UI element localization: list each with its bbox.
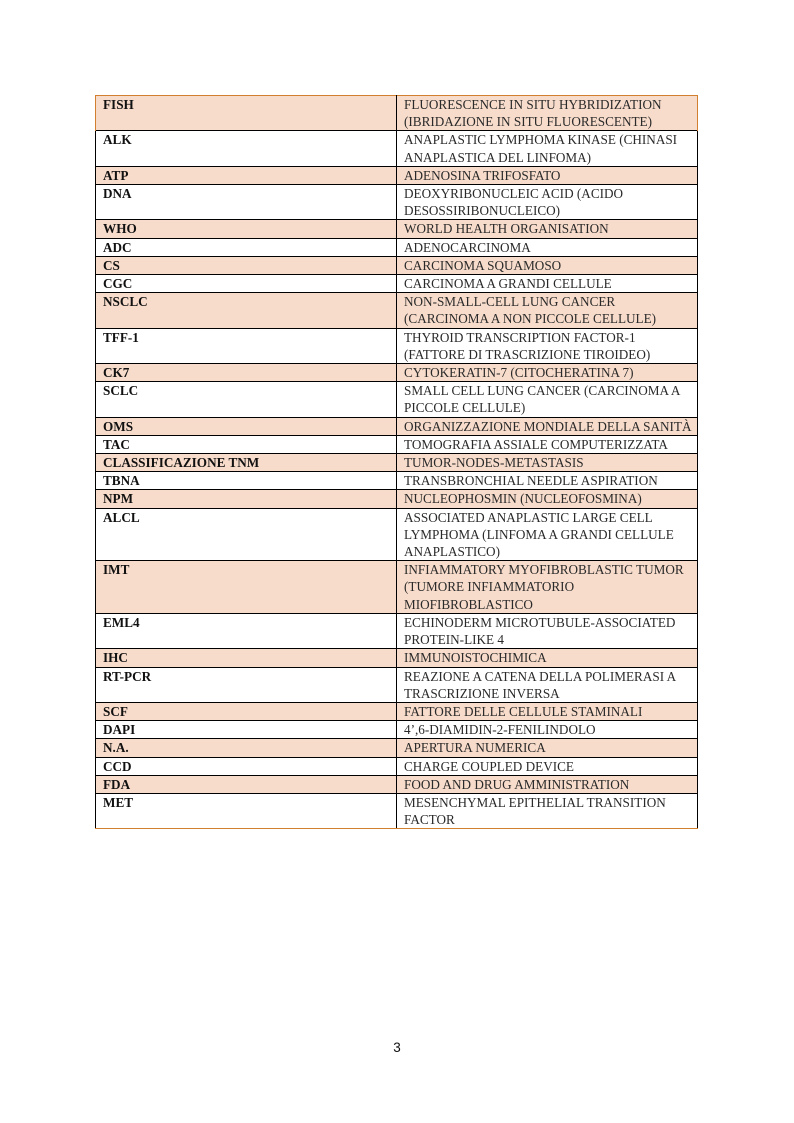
table-row xyxy=(96,417,698,435)
definition-cell: CARCINOMA SQUAMOSO xyxy=(397,256,698,274)
abbreviation-cell: ATP xyxy=(96,166,397,184)
abbreviation-cell: TBNA xyxy=(96,472,397,490)
abbreviation-cell: EML4 xyxy=(96,613,397,648)
table-row xyxy=(96,649,698,667)
abbreviation-cell: N.A. xyxy=(96,739,397,757)
definition-cell: NUCLEOPHOSMIN (NUCLEOFOSMINA) xyxy=(397,490,698,508)
abbreviation-cell: IHC xyxy=(96,649,397,667)
definition-cell: ADENOSINA TRIFOSFATO xyxy=(397,166,698,184)
abbreviation-cell: TFF-1 xyxy=(96,328,397,363)
abbreviation-cell: WHO xyxy=(96,220,397,238)
abbreviation-cell: CK7 xyxy=(96,364,397,382)
table-row xyxy=(96,702,698,720)
definition-cell: CARCINOMA A GRANDI CELLULE xyxy=(397,275,698,293)
definition-cell: MESENCHYMAL EPITHELIAL TRANSITION FACTOR xyxy=(397,793,698,828)
table-row xyxy=(96,328,698,363)
abbreviation-cell: MET xyxy=(96,793,397,828)
table-row xyxy=(96,739,698,757)
abbreviation-cell: IMT xyxy=(96,561,397,614)
definition-cell: SMALL CELL LUNG CANCER (CARCINOMA A PICCOLE CELLULE) xyxy=(397,382,698,417)
definition-cell: IMMUNOISTOCHIMICA xyxy=(397,649,698,667)
abbreviation-cell: DNA xyxy=(96,185,397,220)
definition-cell: NON-SMALL-CELL LUNG CANCER (CARCINOMA A NON PICCOLE CELLULE) xyxy=(397,293,698,328)
definition-cell: CYTOKERATIN-7 (CITOCHERATINA 7) xyxy=(397,364,698,382)
page-number: 3 xyxy=(393,1040,401,1055)
abbreviation-cell: CLASSIFICAZIONE TNM xyxy=(96,454,397,472)
abbreviations-table xyxy=(95,95,698,829)
abbreviation-cell: CGC xyxy=(96,275,397,293)
abbreviation-cell: FDA xyxy=(96,775,397,793)
definition-cell: CHARGE COUPLED DEVICE xyxy=(397,757,698,775)
table-row xyxy=(96,757,698,775)
table-row xyxy=(96,220,698,238)
table-row xyxy=(96,613,698,648)
definition-cell: ECHINODERM MICROTUBULE-ASSOCIATED PROTEIN-LIKE 4 xyxy=(397,613,698,648)
definition-cell: FLUORESCENCE IN SITU HYBRIDIZATION (IBRIDAZIONE IN SITU FLUORESCENTE) xyxy=(397,96,698,131)
table-row xyxy=(96,508,698,561)
table-row xyxy=(96,561,698,614)
definition-cell: DEOXYRIBONUCLEIC ACID (ACIDO DESOSSIRIBONUCLEICO) xyxy=(397,185,698,220)
definition-cell: 4’,6-DIAMIDIN-2-FENILINDOLO xyxy=(397,721,698,739)
table-row xyxy=(96,185,698,220)
table-row xyxy=(96,364,698,382)
abbreviation-cell: OMS xyxy=(96,417,397,435)
abbreviation-cell: FISH xyxy=(96,96,397,131)
abbreviations-table-body xyxy=(96,96,698,829)
definition-cell: APERTURA NUMERICA xyxy=(397,739,698,757)
table-row xyxy=(96,166,698,184)
table-row xyxy=(96,775,698,793)
abbreviation-cell: SCF xyxy=(96,702,397,720)
abbreviation-cell: RT-PCR xyxy=(96,667,397,702)
abbreviation-cell: CCD xyxy=(96,757,397,775)
table-row xyxy=(96,256,698,274)
definition-cell: FATTORE DELLE CELLULE STAMINALI xyxy=(397,702,698,720)
abbreviation-cell: SCLC xyxy=(96,382,397,417)
table-row xyxy=(96,721,698,739)
table-row xyxy=(96,793,698,828)
abbreviation-cell: CS xyxy=(96,256,397,274)
definition-cell: TUMOR-NODES-METASTASIS xyxy=(397,454,698,472)
table-row xyxy=(96,131,698,166)
table-row xyxy=(96,293,698,328)
abbreviation-cell: DAPI xyxy=(96,721,397,739)
table-row xyxy=(96,667,698,702)
table-row xyxy=(96,238,698,256)
abbreviation-cell: NPM xyxy=(96,490,397,508)
definition-cell: ASSOCIATED ANAPLASTIC LARGE CELL LYMPHOMA (LINFOMA A GRANDI CELLULE ANAPLASTICO) xyxy=(397,508,698,561)
table-row xyxy=(96,490,698,508)
table-row xyxy=(96,454,698,472)
definition-cell: FOOD AND DRUG AMMINISTRATION xyxy=(397,775,698,793)
definition-cell: ORGANIZZAZIONE MONDIALE DELLA SANITÀ xyxy=(397,417,698,435)
definition-cell: REAZIONE A CATENA DELLA POLIMERASI A TRASCRIZIONE INVERSA xyxy=(397,667,698,702)
table-row xyxy=(96,96,698,131)
definition-cell: ANAPLASTIC LYMPHOMA KINASE (CHINASI ANAPLASTICA DEL LINFOMA) xyxy=(397,131,698,166)
abbreviation-cell: TAC xyxy=(96,435,397,453)
definition-cell: ADENOCARCINOMA xyxy=(397,238,698,256)
abbreviation-cell: ADC xyxy=(96,238,397,256)
abbreviation-cell: ALCL xyxy=(96,508,397,561)
definition-cell: THYROID TRANSCRIPTION FACTOR-1 (FATTORE DI TRASCRIZIONE TIROIDEO) xyxy=(397,328,698,363)
definition-cell: INFIAMMATORY MYOFIBROBLASTIC TUMOR (TUMORE INFIAMMATORIO MIOFIBROBLASTICO xyxy=(397,561,698,614)
definition-cell: WORLD HEALTH ORGANISATION xyxy=(397,220,698,238)
table-row xyxy=(96,472,698,490)
definition-cell: TRANSBRONCHIAL NEEDLE ASPIRATION xyxy=(397,472,698,490)
abbreviation-cell: NSCLC xyxy=(96,293,397,328)
table-row xyxy=(96,275,698,293)
table-row xyxy=(96,435,698,453)
table-row xyxy=(96,382,698,417)
abbreviation-cell: ALK xyxy=(96,131,397,166)
definition-cell: TOMOGRAFIA ASSIALE COMPUTERIZZATA xyxy=(397,435,698,453)
